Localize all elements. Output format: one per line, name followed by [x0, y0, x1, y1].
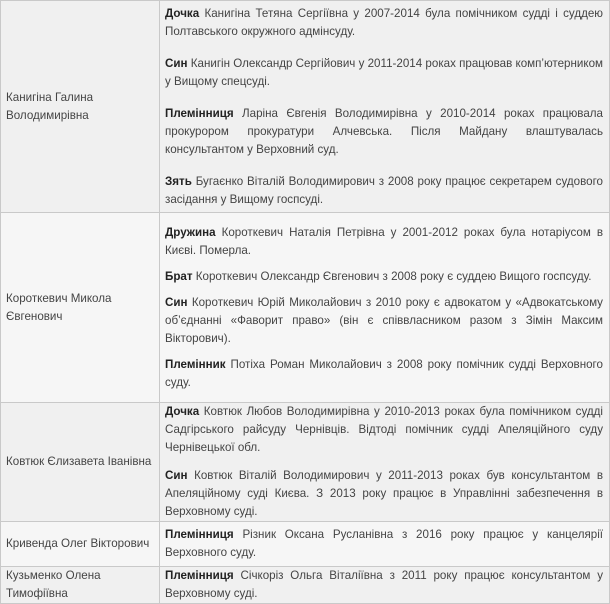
relatives-cell [160, 567, 610, 604]
judge-name: Кузьменко Олена Тимофіївна [6, 569, 101, 600]
relation-label: Брат [165, 269, 193, 283]
relation-label: Племінник [165, 357, 226, 371]
relation-label: Син [165, 469, 188, 482]
relation-label: Син [165, 295, 188, 309]
relative-text: Канигіна Тетяна Сергіївна у 2007-2014 була помічником судді і суддею Полтавського окружного адмінсуду. [165, 6, 603, 38]
relation-label: Син [165, 56, 188, 70]
relative-entry [165, 55, 603, 91]
relative-entry [165, 5, 603, 41]
relative-entry [165, 467, 603, 521]
relative-entry [165, 173, 603, 209]
table-row [1, 403, 610, 522]
relative-entry [165, 403, 603, 457]
relation-label: Племінниця [165, 569, 234, 582]
judge-name-cell [1, 522, 160, 567]
table-row [1, 522, 610, 567]
table-row [1, 567, 610, 604]
relative-entry [165, 526, 603, 562]
relative-text: Січкоріз Ольга Віталіївна з 2011 року працює консультантом у Верховному суді. [165, 569, 603, 600]
relative-entry [165, 105, 603, 159]
relative-entry [165, 356, 603, 392]
relatives-cell [160, 403, 610, 522]
relative-text: Короткевич Юрій Миколайович з 2010 року є адвокатом у «Адвокатському об’єднанні «Фаворит право» (він є співвласником разом з Зімін Максим Вікторович). [165, 295, 603, 345]
relative-entry [165, 294, 603, 348]
relatives-cell [160, 213, 610, 403]
judge-name-cell [1, 1, 160, 213]
table-row [1, 213, 610, 403]
relative-entry [165, 224, 603, 260]
relative-text: Ларіна Євгенія Володимирівна у 2010-2014 роках працювала прокурором прокуратури Алчевська. Після Майдану влаштувалась консультантом у Верховний суд. [165, 106, 603, 156]
relative-text: Ковтюк Віталій Володимирович у 2011-2013 роках був консультантом в Апеляційному суді Києва. З 2013 року працює в Управлінні забезпечення в Верховному суді. [165, 469, 603, 518]
relation-label: Дочка [165, 405, 200, 418]
relative-text: Короткевич Олександр Євгенович з 2008 року є суддею Вищого госпсуду. [195, 269, 592, 283]
relation-label: Дружина [165, 225, 216, 239]
judge-name: Короткевич Микола Євгенович [6, 291, 112, 323]
relatives-cell [160, 1, 610, 213]
judge-name-cell [1, 213, 160, 403]
relative-text: Ковтюк Любов Володимирівна у 2010-2013 роках була помічником судді Садгірського райсуду Чернівців. Відтоді помічник судді Апеляційного суду Чернівецької обл. [165, 405, 603, 454]
judge-name: Канигіна Галина Володимирівна [6, 90, 94, 122]
relative-text: Потіха Роман Миколайович з 2008 року помічник судді Верховного суду. [165, 357, 603, 389]
relative-text: Бугаєнко Віталій Володимирович з 2008 року працює секретарем судового засідання у Вищому госпсуді. [165, 174, 603, 206]
relative-entry [165, 268, 603, 286]
judge-name: Ковтюк Єлизавета Іванівна [6, 455, 152, 468]
judge-name-cell [1, 567, 160, 604]
judge-name: Кривенда Олег Вікторович [6, 537, 150, 550]
table-row [1, 1, 610, 213]
relative-text: Канигін Олександр Сергійович у 2011-2014 роках працював комп’ютерником у Вищому спецсуді. [165, 56, 603, 88]
relative-entry [165, 567, 603, 603]
relative-text: Різник Оксана Русланівна з 2016 року працює у канцелярії Верховного суду. [165, 528, 603, 559]
relation-label: Зять [165, 174, 192, 188]
judge-name-cell [1, 403, 160, 522]
relatives-cell [160, 522, 610, 567]
relative-text: Короткевич Наталія Петрівна у 2001-2012 роках була нотаріусом в Києві. Померла. [165, 225, 603, 257]
relation-label: Племінниця [165, 528, 234, 541]
relation-label: Дочка [165, 6, 200, 20]
relation-label: Племінниця [165, 106, 234, 120]
